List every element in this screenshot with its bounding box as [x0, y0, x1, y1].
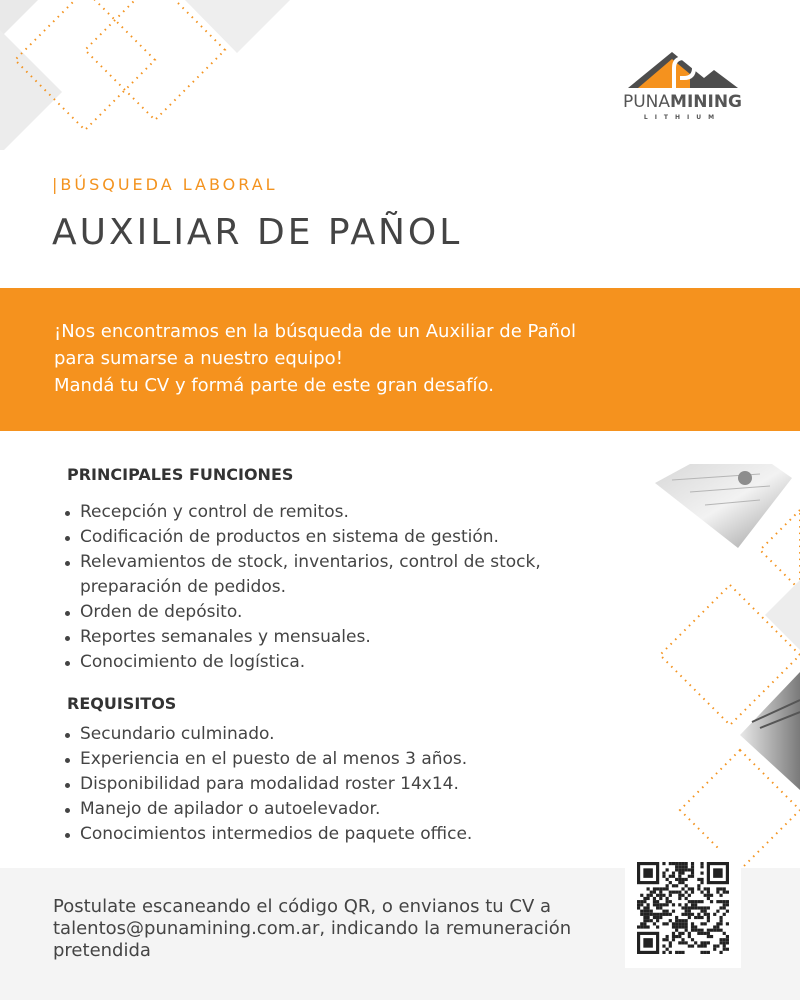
list-item: Secundario culminado. — [62, 722, 622, 747]
list-item: Recepción y control de remitos. — [62, 500, 622, 525]
photo-diamond-top — [655, 464, 792, 548]
banner-line: ¡Nos encontramos en la búsqueda de un Auxiliar de Pañol — [54, 321, 576, 342]
logo-wordmark — [620, 92, 745, 112]
list-item: Conocimientos intermedios de paquete office. — [62, 822, 622, 847]
logo-word-puna: PUNA — [622, 92, 671, 112]
photo-diamond-bottom — [740, 672, 800, 790]
requisitos-list — [62, 722, 622, 847]
list-item: Codificación de productos en sistema de gestión. — [62, 525, 622, 550]
logo-word-mining: MINING — [670, 92, 743, 112]
qr-code-icon[interactable] — [637, 862, 729, 954]
list-item: Experiencia en el puesto de al menos 3 años. — [62, 747, 622, 772]
requisitos-heading: REQUISITOS — [67, 694, 177, 713]
list-item: Manejo de apilador o autoelevador. — [62, 797, 622, 822]
list-item: Conocimiento de logística. — [62, 650, 622, 675]
list-item: Relevamientos de stock, inventarios, control de stock, preparación de pedidos. — [62, 550, 622, 600]
list-item: Orden de depósito. — [62, 600, 622, 625]
funciones-heading: PRINCIPALES FUNCIONES — [67, 465, 294, 484]
list-item: Reportes semanales y mensuales. — [62, 625, 622, 650]
eyebrow-label: |BÚSQUEDA LABORAL — [52, 175, 278, 194]
banner-text — [54, 318, 774, 399]
puna-mining-logo — [620, 48, 745, 128]
logo-subtitle: LITHIUM — [643, 114, 722, 121]
decorative-top-left-shapes — [0, 0, 320, 150]
list-item: Disponibilidad para modalidad roster 14x14. — [62, 772, 622, 797]
banner-line: para sumarse a nuestro equipo! — [54, 348, 343, 369]
footer-text: Postulate escaneando el código QR, o envianos tu CV a talentos@punamining.com.ar, indicando la remuneración pretendida — [53, 896, 572, 961]
qr-code-box[interactable] — [625, 848, 741, 968]
funciones-list — [62, 500, 622, 675]
page-title: AUXILIAR DE PAÑOL — [52, 212, 463, 253]
banner-line: Mandá tu CV y formá parte de este gran desafío. — [54, 375, 494, 396]
orange-banner — [0, 288, 800, 431]
mountain-logo-icon — [620, 48, 745, 92]
